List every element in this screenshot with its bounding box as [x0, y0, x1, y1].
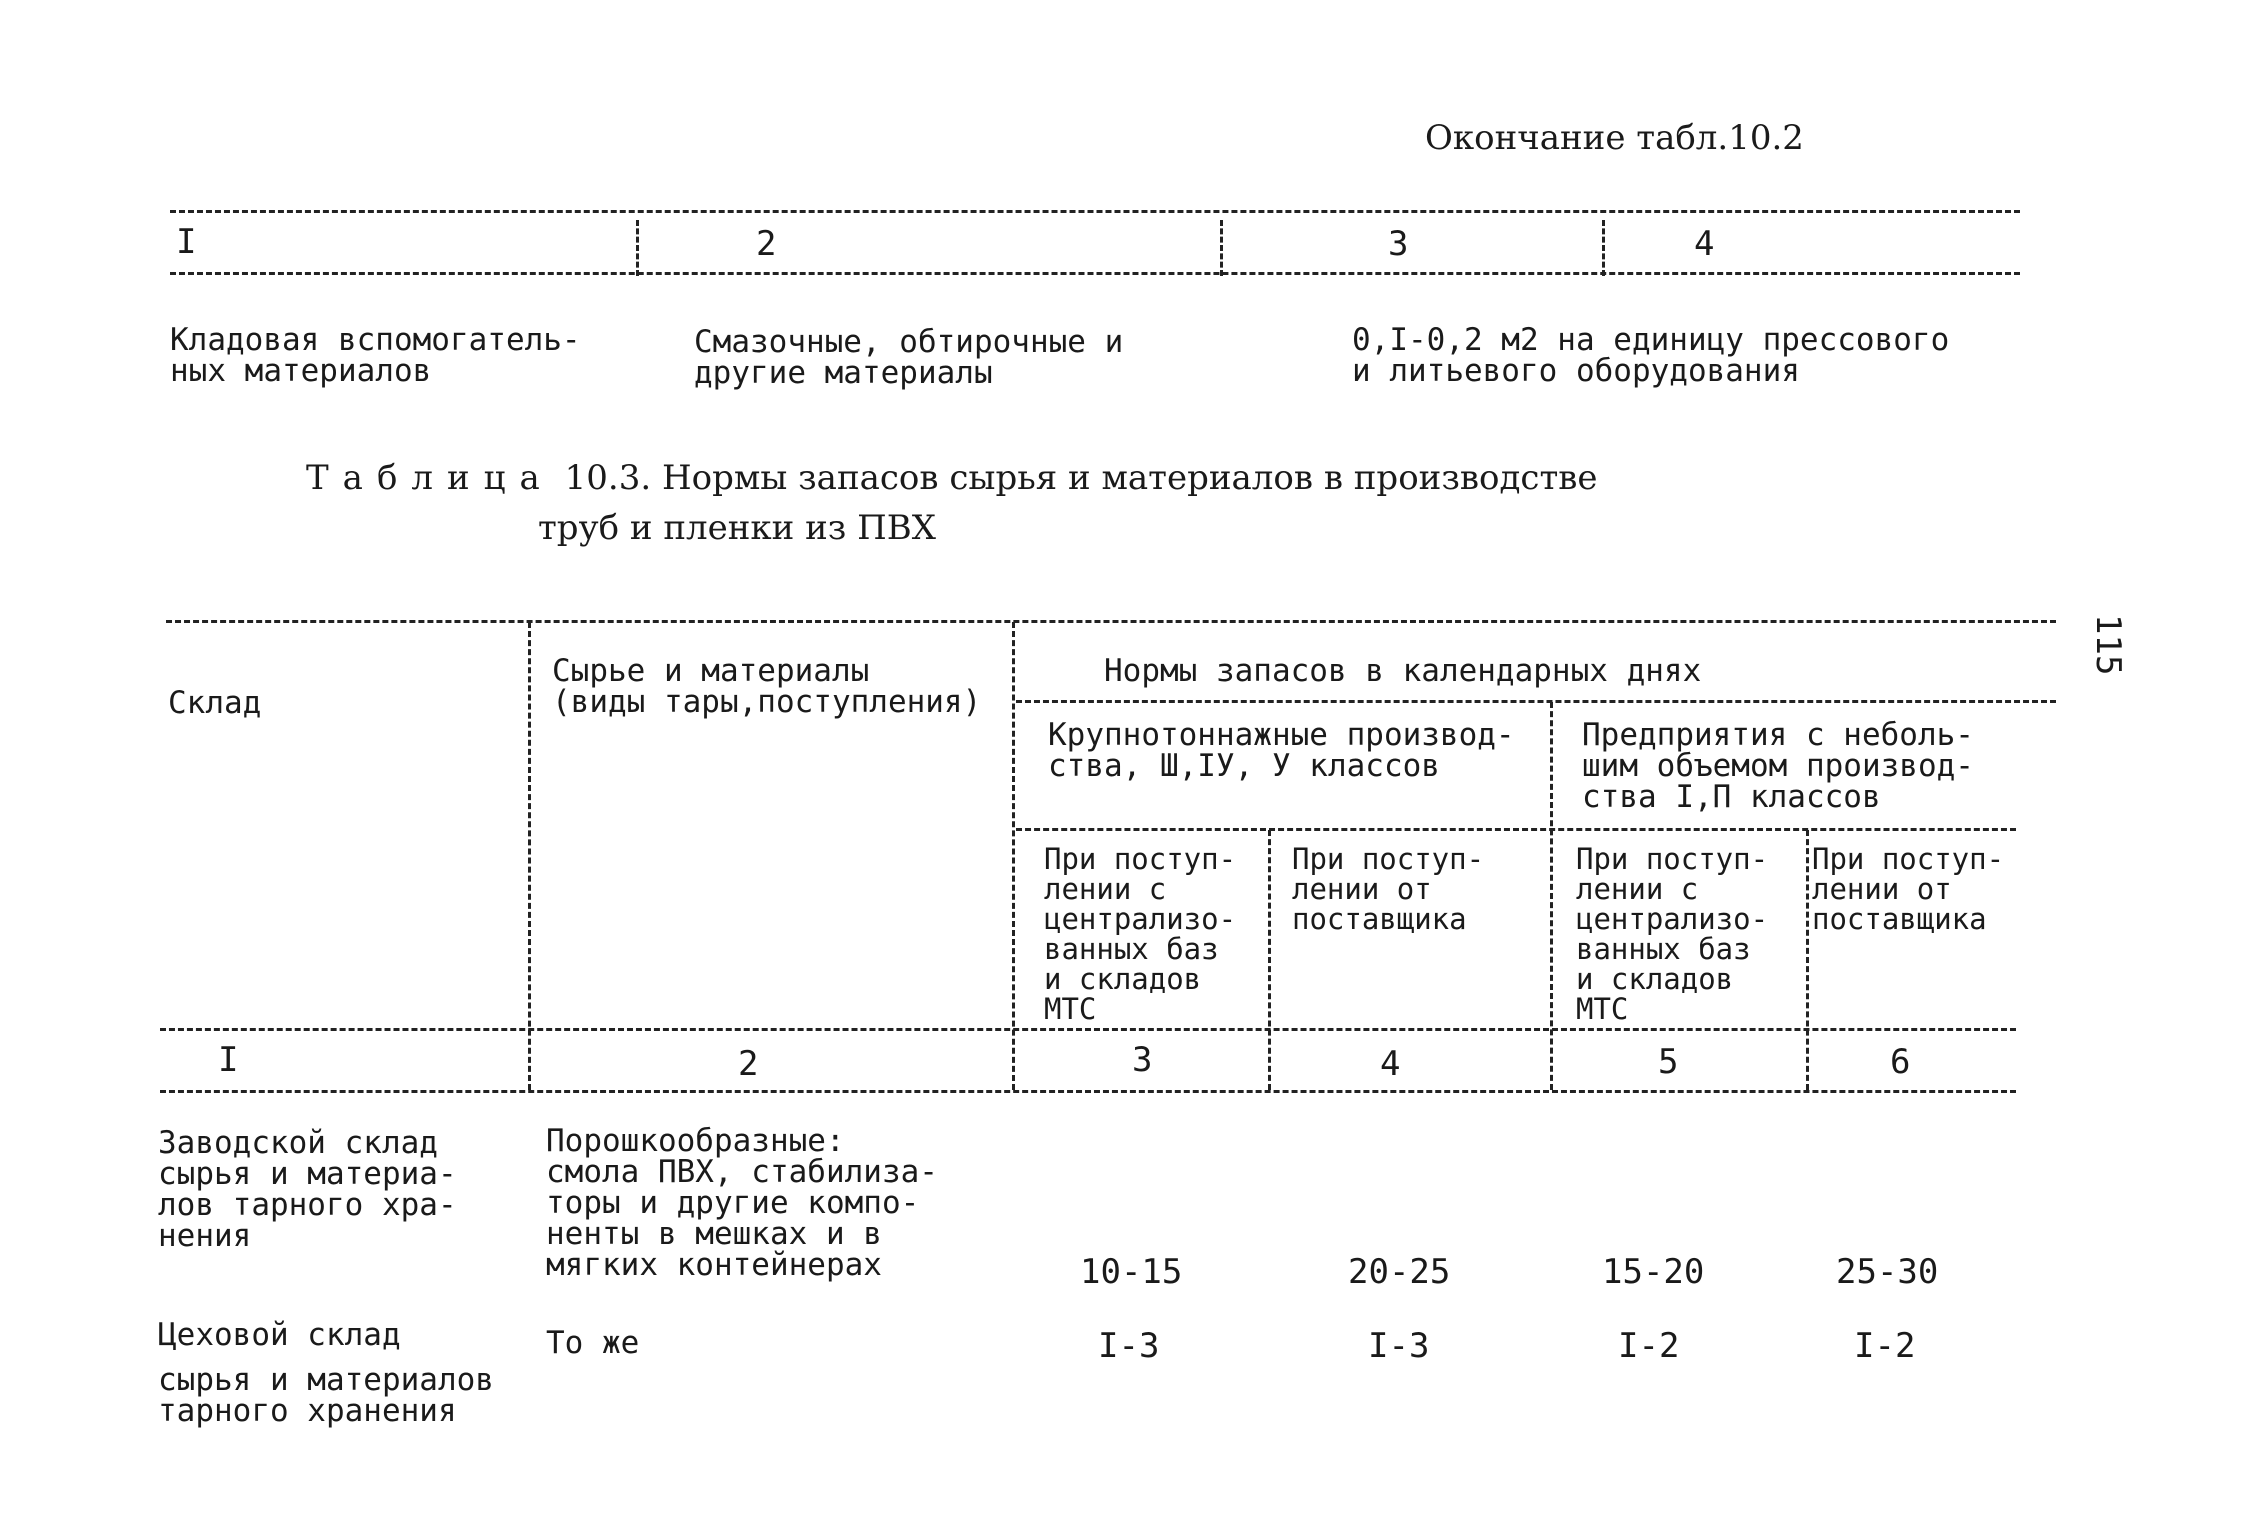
table-caption-text: 10.3. Нормы запасов сырья и материалов в производстве — [564, 458, 1598, 498]
col-number: 6 — [1890, 1042, 1911, 1082]
continuation-caption: Окончание табл.10.2 — [1425, 118, 1804, 158]
prev-row-norm: 0,I-0,2 м2 на единицу прессового и литьевого оборудования — [1352, 322, 1950, 389]
row-value: I-3 — [1368, 1326, 1430, 1366]
page-number: 115 — [2088, 614, 2128, 676]
table-caption-line2: труб и пленки из ПВХ — [538, 508, 936, 548]
col-divider — [1012, 622, 1015, 1090]
table-caption-label: Таблица — [306, 458, 554, 498]
prev-col-number: 3 — [1388, 224, 1409, 264]
prev-table-top-rule — [170, 210, 2020, 213]
row-value: I-2 — [1854, 1326, 1916, 1366]
col-number: I — [218, 1040, 239, 1080]
prev-col-number: 2 — [756, 224, 777, 264]
row-value: 10-15 — [1080, 1252, 1183, 1292]
group-header-rule — [1016, 700, 2056, 703]
col-number: 2 — [738, 1044, 759, 1084]
header-large-scale: Крупнотоннажные производ- ства, Ш,IУ, У классов — [1048, 717, 1515, 784]
prev-col-divider — [1602, 220, 1605, 276]
header-warehouse: Склад — [168, 685, 262, 721]
row-warehouse: Заводской склад сырья и материа- лов тарного хра- нения — [158, 1125, 457, 1254]
row-warehouse: Цеховой склад сырья и материалов тарного хранения — [158, 1317, 494, 1429]
header-col5: При поступ- лении с централизо- ванных баз и складов МТС — [1576, 842, 1769, 1026]
prev-table-rule — [170, 272, 2020, 275]
table-caption — [306, 458, 1598, 498]
row-materials: Порошкообразные: смола ПВХ, стабилиза- торы и другие компо- ненты в мешках и в мягких контейнерах — [546, 1123, 938, 1283]
col-divider — [1550, 702, 1553, 1090]
header-small-scale: Предприятия с неболь- шим объемом производ- ства I,П классов — [1582, 717, 1974, 815]
prev-col-number: I — [176, 222, 197, 262]
row-value: I-3 — [1098, 1326, 1160, 1366]
col-divider — [1268, 830, 1271, 1090]
subgroup-header-rule — [1016, 828, 2016, 831]
prev-col-number: 4 — [1694, 224, 1715, 264]
header-col4: При поступ- лении от поставщика — [1292, 842, 1485, 936]
header-col3: При поступ- лении с централизо- ванных баз и складов МТС — [1044, 842, 1237, 1026]
header-materials: Сырье и материалы (виды тары,поступления) — [552, 653, 982, 720]
table-top-rule — [166, 620, 2056, 623]
col-number: 4 — [1380, 1044, 1401, 1084]
col-number: 3 — [1132, 1040, 1153, 1080]
prev-col-divider — [636, 220, 639, 276]
col-divider — [528, 622, 531, 1090]
prev-col-divider — [1220, 220, 1223, 276]
row-value: 15-20 — [1602, 1252, 1705, 1292]
col-number: 5 — [1658, 1042, 1679, 1082]
prev-row-materials: Смазочные, обтирочные и другие материалы — [694, 324, 1124, 391]
col-divider — [1806, 830, 1809, 1090]
header-bottom-rule — [160, 1028, 2016, 1031]
row-materials: То же — [546, 1325, 640, 1361]
col-number-rule — [160, 1090, 2016, 1093]
header-norms-group: Нормы запасов в календарных днях — [1104, 653, 1702, 689]
header-col6: При поступ- лении от поставщика — [1812, 842, 2005, 936]
prev-row-warehouse: Кладовая вспомогатель- ных материалов — [170, 322, 581, 389]
row-value: 25-30 — [1836, 1252, 1939, 1292]
row-value: I-2 — [1618, 1326, 1680, 1366]
row-value: 20-25 — [1348, 1252, 1451, 1292]
